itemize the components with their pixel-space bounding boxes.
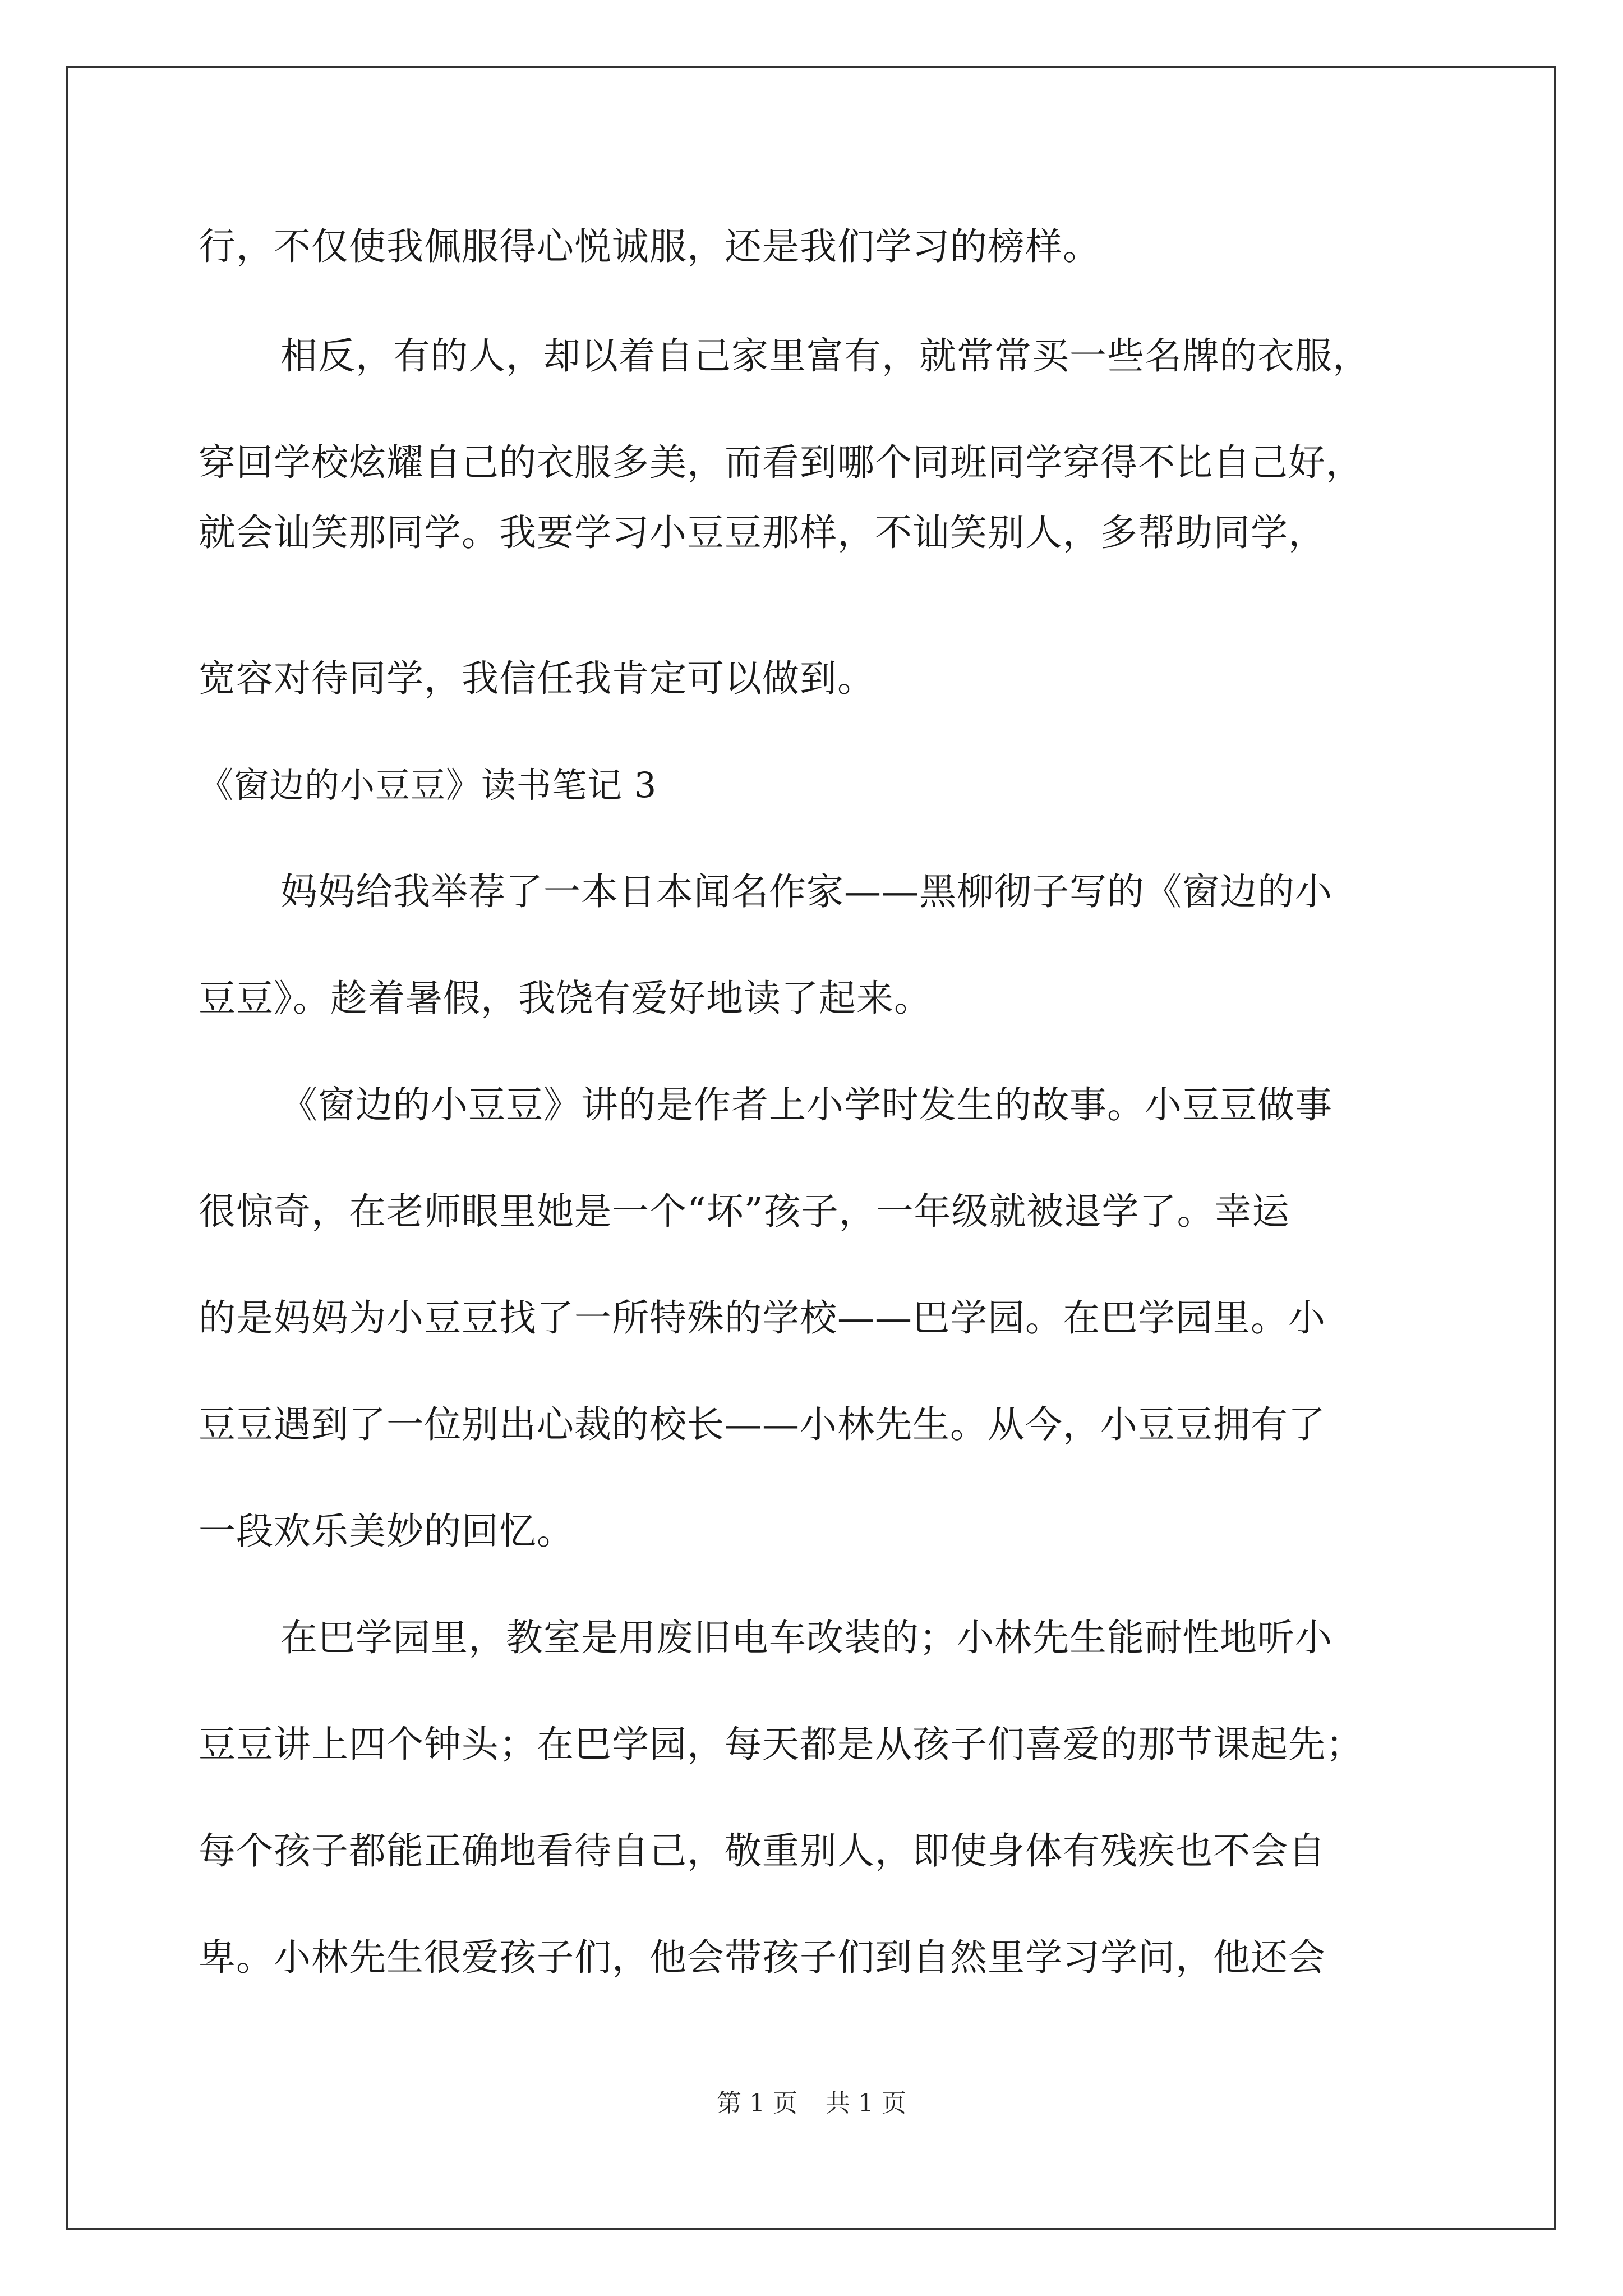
page-border [66,66,1556,2230]
text-line: 的是妈妈为小豆豆找了一所特殊的学校——巴学园。在巴学园里。小 [199,1296,1326,1340]
text-line: 卑。小林先生很爱孩子们，他会带孩子们到自然里学习学问，他还会 [199,1936,1326,1979]
text-line: 在巴学园里，教室是用废旧电车改装的；小林先生能耐性地听小 [280,1616,1332,1659]
page-number: 第 1 页 [717,2089,797,2118]
page-footer [0,2087,1623,2120]
text-line: 行，不仅使我佩服得心悦诚服，还是我们学习的榜样。 [199,225,1100,268]
text-line: 很惊奇，在老师眼里她是一个“坏”孩子，一年级就被退学了。幸运 [199,1190,1290,1233]
text-line: 豆豆讲上四个钟头；在巴学园，每天都是从孩子们喜爱的那节课起先； [199,1723,1363,1766]
text-line: 豆豆》。趁着暑假，我饶有爱好地读了起来。 [199,977,932,1020]
text-line: 穿回学校炫耀自己的衣服多美，而看到哪个同班同学穿得不比自己好， [199,441,1363,484]
text-line: 就会讪笑那同学。我要学习小豆豆那样，不讪笑别人，多帮助同学， [199,511,1326,554]
text-line: 每个孩子都能正确地看待自己，敬重别人，即使身体有残疾也不会自 [199,1829,1326,1872]
text-line: 相反，有的人，却以着自己家里富有，就常常买一些名牌的衣服， [280,334,1370,378]
text-line: 一段欢乐美妙的回忆。 [199,1510,574,1553]
text-line: 宽容对待同学，我信任我肯定可以做到。 [199,657,875,700]
page-total: 共 1 页 [826,2089,906,2118]
text-line: 《窗边的小豆豆》讲的是作者上小学时发生的故事。小豆豆做事 [280,1083,1332,1126]
text-line: 豆豆遇到了一位别出心裁的校长——小林先生。从今，小豆豆拥有了 [199,1403,1326,1446]
text-line: 妈妈给我举荐了一本日本闻名作家——黑柳彻子写的《窗边的小 [280,870,1332,913]
section-heading: 《窗边的小豆豆》读书笔记 3 [199,765,657,806]
